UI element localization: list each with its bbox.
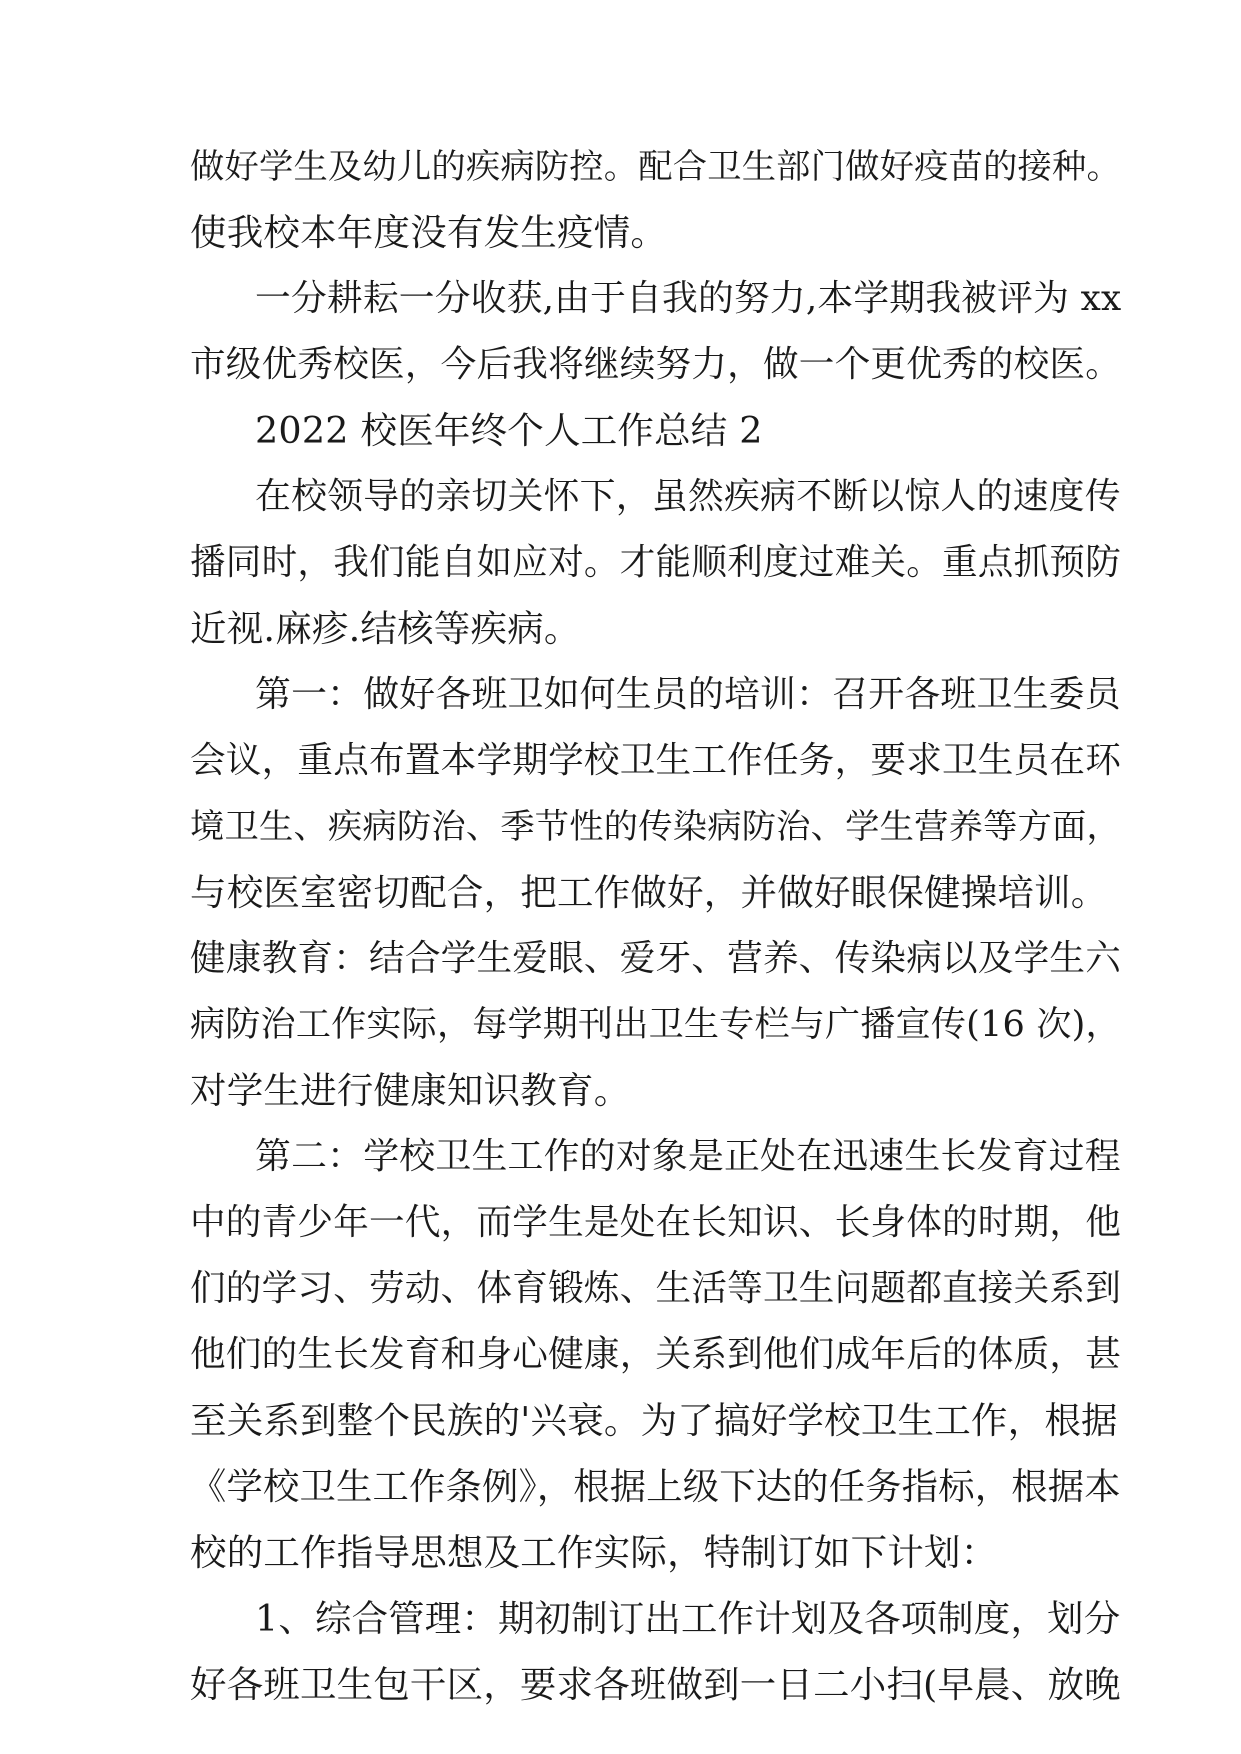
text-line: 中的青少年一代，而学生是处在长知识、长身体的时期，他 [190, 1202, 1122, 1243]
text-line: 市级优秀校医，今后我将继续努力，做一个更优秀的校医。 [190, 344, 1122, 385]
paragraph-start-line: 1、综合管理：期初制订出工作计划及各项制度，划分 [255, 1597, 1121, 1640]
text-line: 们的学习、劳动、体育锻炼、生活等卫生问题都直接关系到 [190, 1268, 1122, 1309]
text-line: 校的工作指导思想及工作实际，特制订如下计划： [190, 1531, 998, 1574]
text-line: 健康教育：结合学生爱眼、爱牙、营养、传染病以及学生六 [190, 938, 1122, 979]
text-line: 与校医室密切配合，把工作做好，并做好眼保健操培训。 [190, 871, 1108, 914]
text-line: 做好学生及幼儿的疾病防控。配合卫生部门做好疫苗的接种。 [190, 147, 1121, 187]
text-line: 好各班卫生包干区，要求各班做到一日二小扫(早晨、放晚 [190, 1663, 1121, 1706]
text-line: 对学生进行健康知识教育。 [190, 1069, 631, 1112]
text-line: 境卫生、疾病防治、季节性的传染病防治、学生营养等方面， [190, 807, 1121, 847]
text-line: 播同时，我们能自如应对。才能顺利度过难关。重点抓预防 [190, 542, 1122, 583]
text-line: 使我校本年度没有发生疫情。 [190, 211, 668, 254]
paragraph-start-line: 在校领导的亲切关怀下，虽然疾病不断以惊人的速度传 [255, 476, 1121, 517]
paragraph-start-line: 第二：学校卫生工作的对象是正处在迅速生长发育过程 [255, 1136, 1121, 1177]
text-line: 至关系到整个民族的'兴衰。为了搞好学校卫生工作，根据 [190, 1399, 1118, 1442]
text-line: 近视.麻疹.结核等疾病。 [190, 607, 581, 650]
paragraph-start-line: 第一：做好各班卫如何生员的培训：召开各班卫生委员 [255, 674, 1121, 715]
text-line: 会议，重点布置本学期学校卫生工作任务，要求卫生员在环 [190, 740, 1122, 781]
section-heading: 2022 校医年终个人工作总结 2 [255, 409, 763, 452]
text-line: 《学校卫生工作条例》，根据上级下达的任务指标，根据本 [190, 1465, 1121, 1508]
text-line: 病防治工作实际，每学期刊出卫生专栏与广播宣传(16 次)， [190, 1004, 1121, 1045]
paragraph-start-line: 一分耕耘一分收获,由于自我的努力,本学期我被评为 xx [255, 278, 1122, 319]
text-line: 他们的生长发育和身心健康，关系到他们成年后的体质，甚 [190, 1334, 1122, 1375]
